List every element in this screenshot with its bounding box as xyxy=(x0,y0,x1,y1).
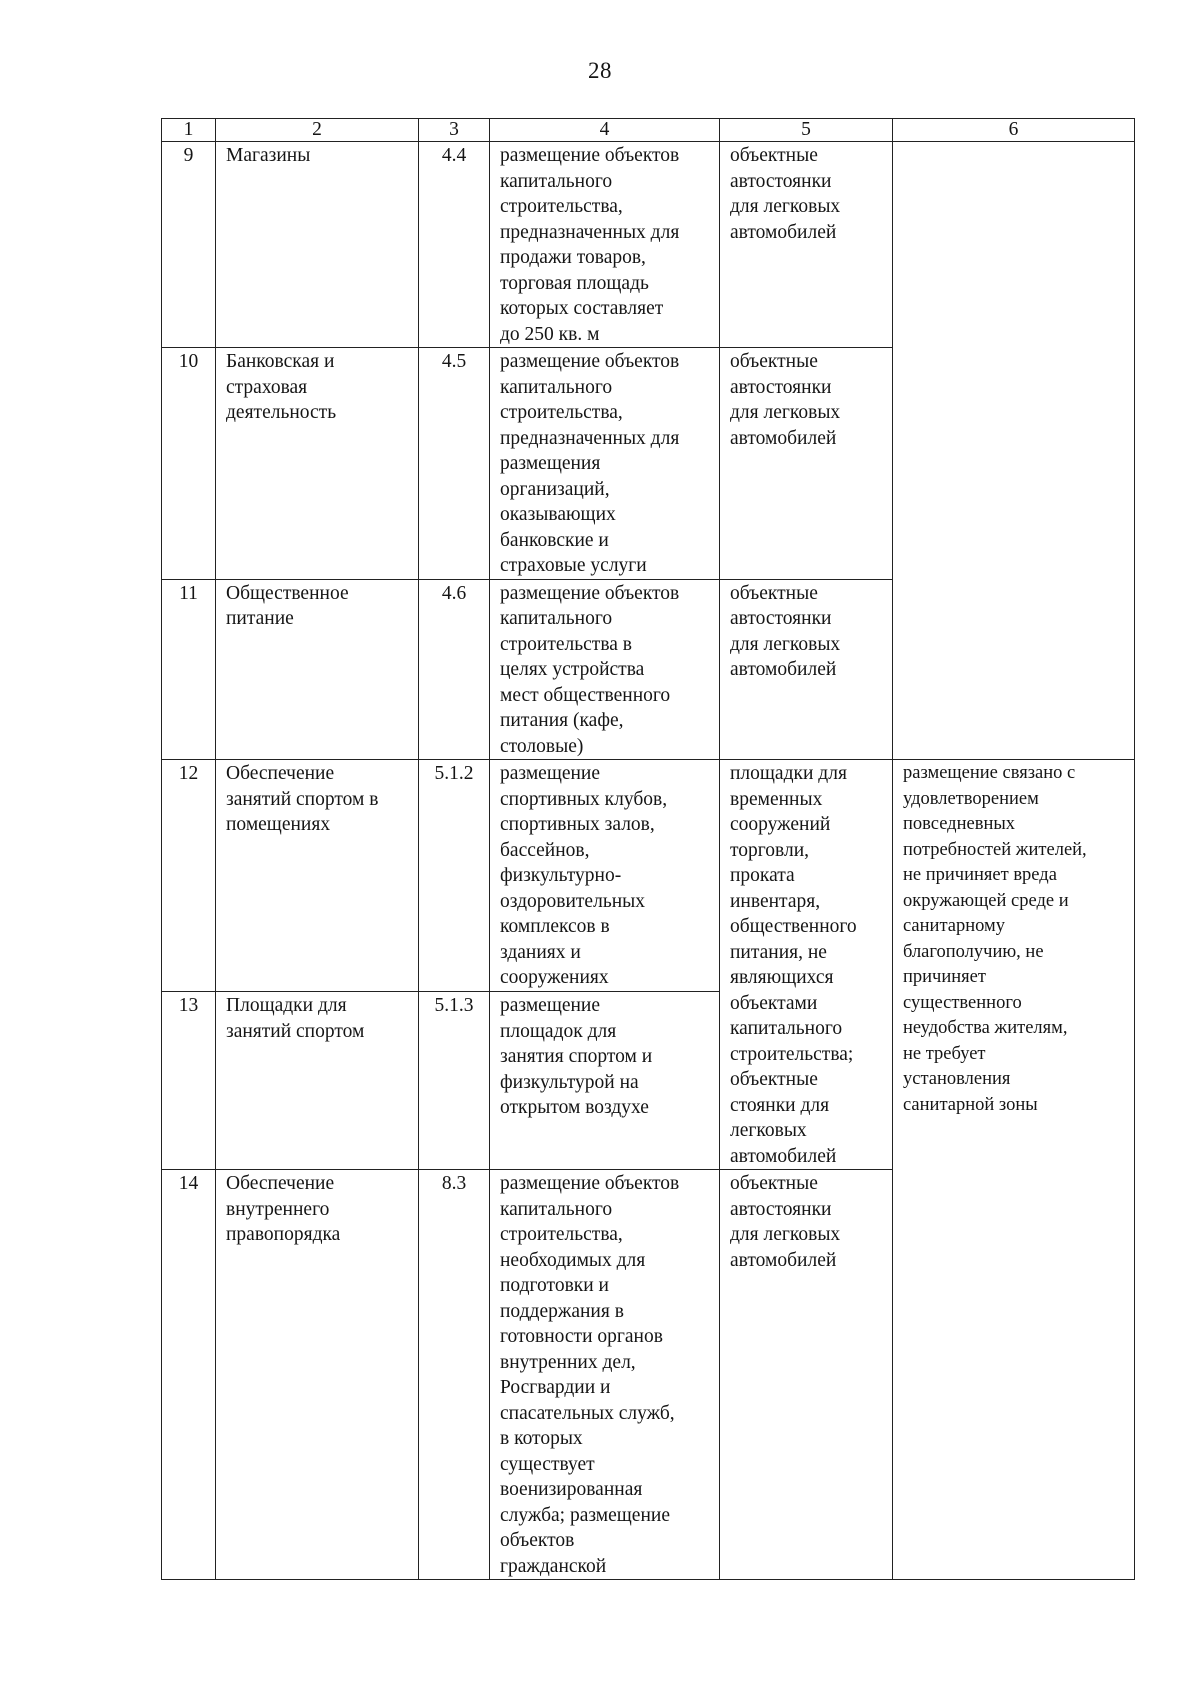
column-header: 4 xyxy=(490,119,720,142)
auxiliary-use-merged: площадки для временных сооружений торговли, проката инвентаря, общественного питания, не являющихся объектами капитального строительства; объектные стоянки для легковых автомобилей xyxy=(720,760,893,1170)
auxiliary-use: объектные автостоянки для легковых автомобилей xyxy=(720,1170,893,1580)
use-type-name: Обеспечение занятий спортом в помещениях xyxy=(216,760,419,992)
notes-cell-empty xyxy=(893,142,1135,760)
use-type-code: 4.5 xyxy=(419,348,490,580)
use-type-name: Обеспечение внутреннего правопорядка xyxy=(216,1170,419,1580)
use-type-code: 5.1.3 xyxy=(419,992,490,1170)
use-type-code: 4.6 xyxy=(419,579,490,760)
column-header: 5 xyxy=(720,119,893,142)
use-type-code: 8.3 xyxy=(419,1170,490,1580)
use-type-description: размещение площадок для занятия спортом и физкультурой на открытом воздухе xyxy=(490,992,720,1170)
row-number: 13 xyxy=(162,992,216,1170)
row-number: 12 xyxy=(162,760,216,992)
use-type-description: размещение спортивных клубов, спортивных залов, бассейнов, физкультурно- оздоровительных комплексов в зданиях и сооружениях xyxy=(490,760,720,992)
table-row xyxy=(162,142,1135,348)
row-number: 11 xyxy=(162,579,216,760)
use-type-description: размещение объектов капитального строительства, предназначенных для размещения организаций, оказывающих банковские и страховые услуги xyxy=(490,348,720,580)
table-row xyxy=(162,760,1135,992)
auxiliary-use: объектные автостоянки для легковых автомобилей xyxy=(720,142,893,348)
use-type-description: размещение объектов капитального строительства, необходимых для подготовки и поддержания в готовности органов внутренних дел, Росгвардии и спасательных служб, в которых существует военизированная служба; размещение объектов гражданской xyxy=(490,1170,720,1580)
column-header: 1 xyxy=(162,119,216,142)
auxiliary-use: объектные автостоянки для легковых автомобилей xyxy=(720,579,893,760)
column-header: 3 xyxy=(419,119,490,142)
auxiliary-use: объектные автостоянки для легковых автомобилей xyxy=(720,348,893,580)
column-header: 2 xyxy=(216,119,419,142)
land-use-table xyxy=(161,118,1135,1580)
row-number: 9 xyxy=(162,142,216,348)
column-header: 6 xyxy=(893,119,1135,142)
use-type-description: размещение объектов капитального строительства в целях устройства мест общественного питания (кафе, столовые) xyxy=(490,579,720,760)
use-type-name: Площадки для занятий спортом xyxy=(216,992,419,1170)
table-header-row xyxy=(162,119,1135,142)
use-type-name: Банковская и страховая деятельность xyxy=(216,348,419,580)
use-type-code: 4.4 xyxy=(419,142,490,348)
use-type-description: размещение объектов капитального строительства, предназначенных для продажи товаров, торговая площадь которых составляет до 250 кв. м xyxy=(490,142,720,348)
use-type-name: Общественное питание xyxy=(216,579,419,760)
row-number: 14 xyxy=(162,1170,216,1580)
notes-merged: размещение связано с удовлетворением повседневных потребностей жителей, не причиняет вреда окружающей среде и санитарному благополучию, не причиняет существенного неудобства жителям, не требует установления санитарной зоны xyxy=(893,760,1135,1580)
use-type-name: Магазины xyxy=(216,142,419,348)
use-type-code: 5.1.2 xyxy=(419,760,490,992)
page-number: 28 xyxy=(588,58,612,83)
row-number: 10 xyxy=(162,348,216,580)
